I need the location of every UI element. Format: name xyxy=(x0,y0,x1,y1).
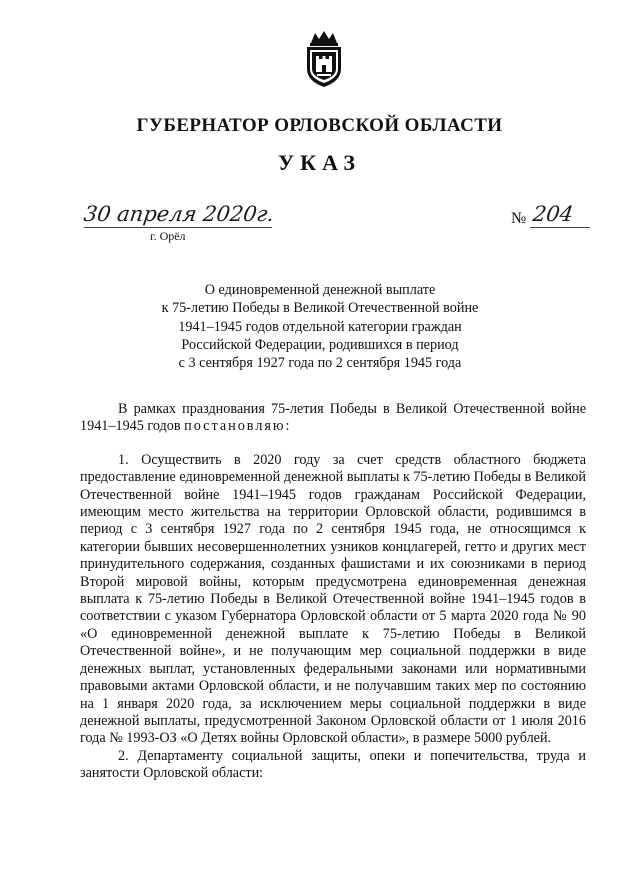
preamble-keyword: постановляю: xyxy=(184,418,292,435)
subject-line: О единовременной денежной выплате xyxy=(204,282,436,298)
number-sign: № xyxy=(511,210,527,227)
date-underline xyxy=(84,227,272,228)
document-body xyxy=(80,401,586,783)
subject-line: к 75-летию Победы в Великой Отечественной войне xyxy=(161,300,479,317)
document-number: 204 xyxy=(531,202,575,226)
document-city: г. Орёл xyxy=(150,229,186,243)
subject-line: Российской Федерации, родившихся в период xyxy=(181,336,459,353)
preamble xyxy=(80,401,586,436)
number-underline xyxy=(530,227,590,228)
document-subject xyxy=(120,281,520,372)
governor-title: ГУБЕРНАТОР ОРЛОВСКОЙ ОБЛАСТИ xyxy=(136,115,503,136)
subject-line: 1941–1945 годов отдельной категории граждан xyxy=(178,318,462,335)
paragraph-2: 2. Департаменту социальной защиты, опеки и попечительства, труда и занятости Орловской области: xyxy=(80,747,586,782)
subject-line: с 3 сентября 1927 года по 2 сентября 1945 года xyxy=(178,355,462,372)
document-date: 30 апреля 2020г. xyxy=(82,202,276,226)
coat-of-arms-icon xyxy=(303,29,345,89)
paragraph-1: 1. Осуществить в 2020 году за счет средств областного бюджета предоставление единовременной денежной выплаты к 75-летию Победы в Великой Отечественной войне 1941–1945 годов гражданам Российской Федерации, имеющим место жительства на территории Орловской области, родившимся в период с 3 сентября 1927 года по 2 сентября 1945 года, не относящимся к категории бывших несовершеннолетних узников концлагерей, гетто и других мест принудительного содержания, созданных фашистами и их союзниками в период Второй мировой войны, которым предусмотрена единовременная денежная выплата к 75-летию Победы в Великой Отечественной войне 1941–1945 годов в соответствии с указом Губернатора Орловской области от 5 марта 2020 года № 90 «О единовременной денежной выплате к 75-летию Победы в Великой Отечественной войне», и не получающим мер социальной поддержки в виде денежных выплат, установленных федеральными законами или нормативными правовыми актами Орловской области, и не получавшим таких мер по состоянию на 1 января 2020 года, за исключением меры социальной поддержки в виде денежной выплаты, предусмотренной Законом Орловской области от 1 июля 2016 года № 1993-ОЗ «О Детях войны Орловской области», в размере 5000 рублей. xyxy=(80,451,586,747)
preamble-text: В рамках празднования 75-летия Победы в Великой Отечественной войне 1941–1945 годов xyxy=(80,401,586,435)
document-type: УКАЗ xyxy=(277,150,362,175)
